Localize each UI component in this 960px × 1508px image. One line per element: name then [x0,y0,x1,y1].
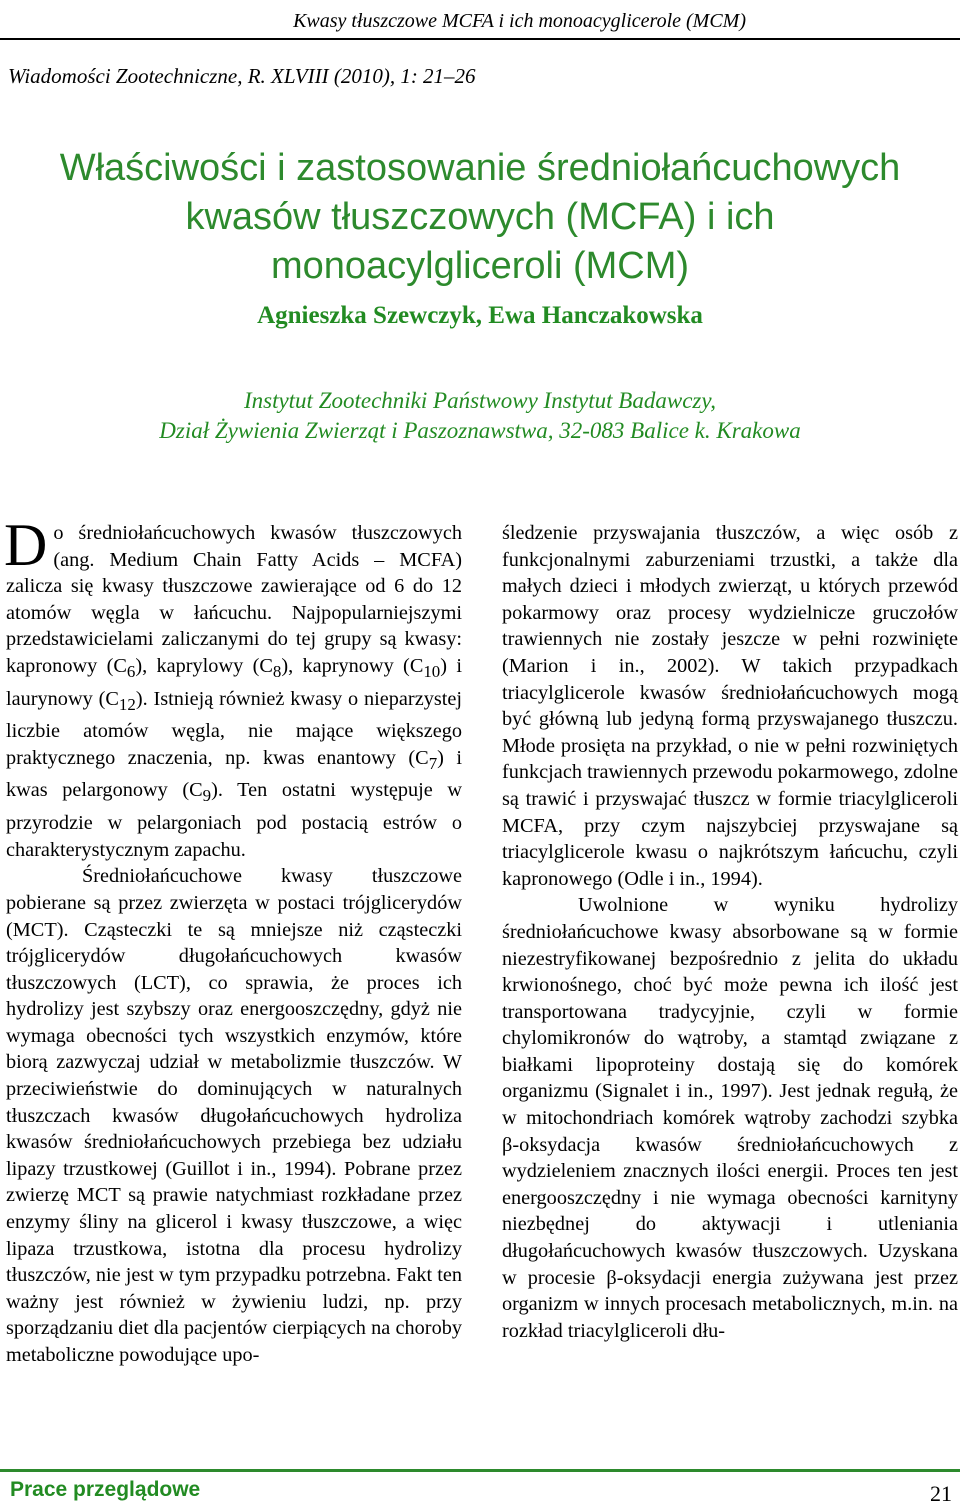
journal-reference: Wiadomości Zootechniczne, R. XLVIII (2010), 1: 21–26 [8,64,476,88]
text-run: ), kaprylowy (C [135,654,273,677]
subscript: 12 [118,694,136,714]
right-paragraph-1: śledzenie przyswajania tłuszczów, a więc osób z funkcjonalnymi zaburzeniami trzustki, a także dla małych dzieci i młodych zwierząt, u których przewód pokarmowy oraz procesy wydzielnicze gruczołów trawiennych nie zostały jeszcze w pełni rozwinięte (Marion i in., 2002). W takich przypadkach triacylglicerole kwasów średniołańcuchowych mogą być główną lub jedyną formą przyswajanego tłuszczu. Młode prosięta na przykład, o nie w pełni rozwiniętych funkcjach trawiennych przewodu pokarmowego, zdolne są trawić i przyswajać tłuszcz w formie triacylglicerolі MCFA, przy czym najszybciej przyswajane są triacylglicerole kwasu o najkrótszym łańcuchu, czyli kapronowego (Odle i in., 1994). [502,522,958,890]
title-line-3: monoacylgliceroli (MCM) [270,245,690,287]
text-run: ). Ten ostatni występuje w przyrodzie w pelargoniach pod postacią estrów o charakterystycznym zapachu. [6,779,462,861]
subscript: 9 [202,786,212,806]
subscript: 7 [428,753,438,773]
running-title: Kwasy tłuszczowe MCFA i ich monoacyglicerole (MCM) [293,10,746,32]
left-paragraph-2: Średniołańcuchowe kwasy tłuszczowe pobierane są przez zwierzęta w postaci trójglicerydów (MCT). Cząsteczki te są mniejsze niż cząsteczki trójglicerydów długołańcuchowych kwasów tłuszczowych (LCT), co sprawia, że proces ich hydrolizy jest szybszy oraz energooszczędny, gdyż nie wymaga obecności tych wszystkich enzymów, które biorą zazwyczaj udział w metabolizmie tłuszczów. W przeciwieństwie do dominujących w naturalnych tłuszczach kwasów długołańcuchowych hydroliza kwasów średniołańcuchowych przebiega bez udziału lipazy trzustkowej (Guillot i in., 1994). Pobrane przez zwierzę MCT są prawie natychmiast rozkładane przez enzymy śliny na glicerol i kwasy tłuszczowe, a więc lipaza trzustkowa, istotna dla procesu hydrolizy tłuszczów, nie jest w tym przypadku potrzebna. Fakt ten ważny jest również w żywieniu ludzi, np. przy sporządzaniu diet dla pacjentów cierpiących na choroby metaboliczne powodujące upo- [6,865,463,1366]
subscript: 6 [126,662,136,682]
text-run: ) i kwas pelargonowy (C [6,746,463,802]
affiliation [0,386,960,446]
article-title [0,144,960,291]
header-rule [0,38,960,40]
section-label: Prace przeglądowe [10,1478,201,1501]
page-number: 21 [930,1481,952,1506]
title-line-2: kwasów tłuszczowych (MCFA) i ich [185,196,775,238]
right-column [502,520,958,1344]
footer-rule [0,1469,960,1472]
subscript: 10 [423,662,441,682]
affiliation-line-2: Dział Żywienia Zwierząt i Paszoznawstwa, 32-083 Balice k. Krakowa [159,418,801,443]
title-line-1: Właściwości i zastosowanie średniołańcuchowych [59,147,901,189]
text-run: o średniołańcuchowych kwasów tłuszczowych (ang. Medium Chain Fatty Acids – MCFA) zalicza się kwasy tłuszczowe zawierające od 6 do 12 atomów węgla w łańcuchu. Najpopularniejszymi przedstawicielami zaliczanymi do tej grupy są kwasy: kapronowy (C [6,522,462,677]
authors: Agnieszka Szewczyk, Ewa Hanczakowska [257,302,703,329]
right-paragraph-2: Uwolnione w wyniku hydrolizy średniołańcuchowe kwasy absorbowane są w formie niezestryfikowanej bezpośrednio z jelita do układu krwionośnego, choć być może pewna ich ilość jest transportowana tradycyjnie, czyli w formie chylomikronów do wątroby, a stamtąd związane z białkami lipoproteiny dostają się do komórek organizmu (Signalet i in., 1997). Jest jednak regułą, że w mitochondriach komórek wątroby zachodzi szybka β-oksydacja kwasów średniołańcuchowych z wydzieleniem znacznych ilości energii. Proces ten jest energooszczędny i nie wymaga obecności karnityny niezbędnej do aktywacji i utleniania długołańcuchowych kwasów tłuszczowych. Uzyskana w procesie β-oksydacji energia zużywana jest przez organizm w innych procesach metabolicznych, m.in. na rozkład triacylglicerolі dłu- [502,894,958,1342]
affiliation-line-1: Instytut Zootechniki Państwowy Instytut Badawczy, [243,388,717,413]
subscript: 8 [272,662,282,682]
left-paragraph-1 [4,512,463,863]
text-run: ). Istnieją również kwasy o nieparzystej liczbie atomów węgla, nie mające większego praktycznego znaczenia, np. kwas enantowy (C [6,687,462,769]
left-column [4,512,463,1369]
text-run: ), kaprynowy (C [281,654,424,677]
drop-cap: D [4,512,48,578]
text-run: ) i laurynowy (C [6,654,462,710]
